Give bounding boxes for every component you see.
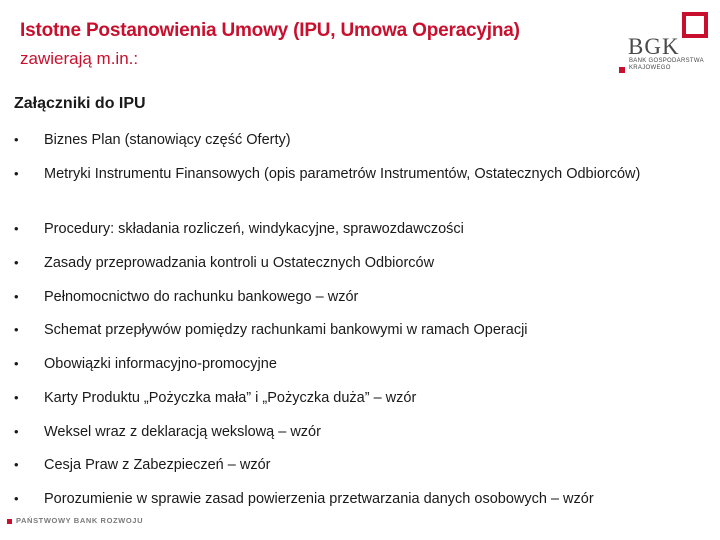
page-subtitle: zawierają m.in.: [20,49,139,68]
list-item-text: Pełnomocnictwo do rachunku bankowego – wzór [44,289,359,305]
logo-wordmark: BGK [628,34,680,59]
bullet-icon: • [14,390,19,405]
list-item-text: Procedury: składania rozliczeń, windykacyjne, sprawozdawczości [44,221,464,237]
list-item-text: Metryki Instrumentu Finansowych (opis parametrów Instrumentów, Ostatecznych Odbiorców) [44,166,641,182]
list-item-text: Biznes Plan (stanowiący część Oferty) [44,132,291,148]
logo-subtext: BANK GOSPODARSTWA KRAJOWEGO [629,58,704,71]
bgk-logo [616,10,716,80]
list-item-text: Cesja Praw z Zabezpieczeń – wzór [44,457,271,473]
list-item-text: Schemat przepływów pomiędzy rachunkami bankowymi w ramach Operacji [44,322,528,338]
bullet-icon: • [14,221,19,236]
bullet-icon: • [14,322,19,337]
list-item-text: Karty Produktu „Pożyczka mała” i „Pożyczka duża” – wzór [44,390,417,406]
bullet-icon: • [14,166,19,181]
list-item-text: Porozumienie w sprawie zasad powierzenia przetwarzania danych osobowych – wzór [44,491,594,507]
list-item-text: Weksel wraz z deklaracją wekslową – wzór [44,424,321,440]
bullet-icon: • [14,424,19,439]
section-heading: Załączniki do IPU [14,95,146,112]
footer-square-icon [7,519,12,524]
bullet-icon: • [14,491,19,506]
bullet-icon: • [14,255,19,270]
logo-square-icon [682,12,708,38]
list-item-text: Zasady przeprowadzania kontroli u Ostatecznych Odbiorców [44,255,435,271]
bullet-icon: • [14,356,19,371]
bullet-icon: • [14,457,19,472]
logo-small-square-icon [619,67,625,73]
list-item-text: Obowiązki informacyjno-promocyjne [44,356,277,372]
footer-text: PAŃSTWOWY BANK ROZWOJU [16,516,144,525]
bullet-icon: • [14,132,19,147]
page-title: Istotne Postanowienia Umowy (IPU, Umowa Operacyjna) [20,20,520,41]
bullet-icon: • [14,289,19,304]
